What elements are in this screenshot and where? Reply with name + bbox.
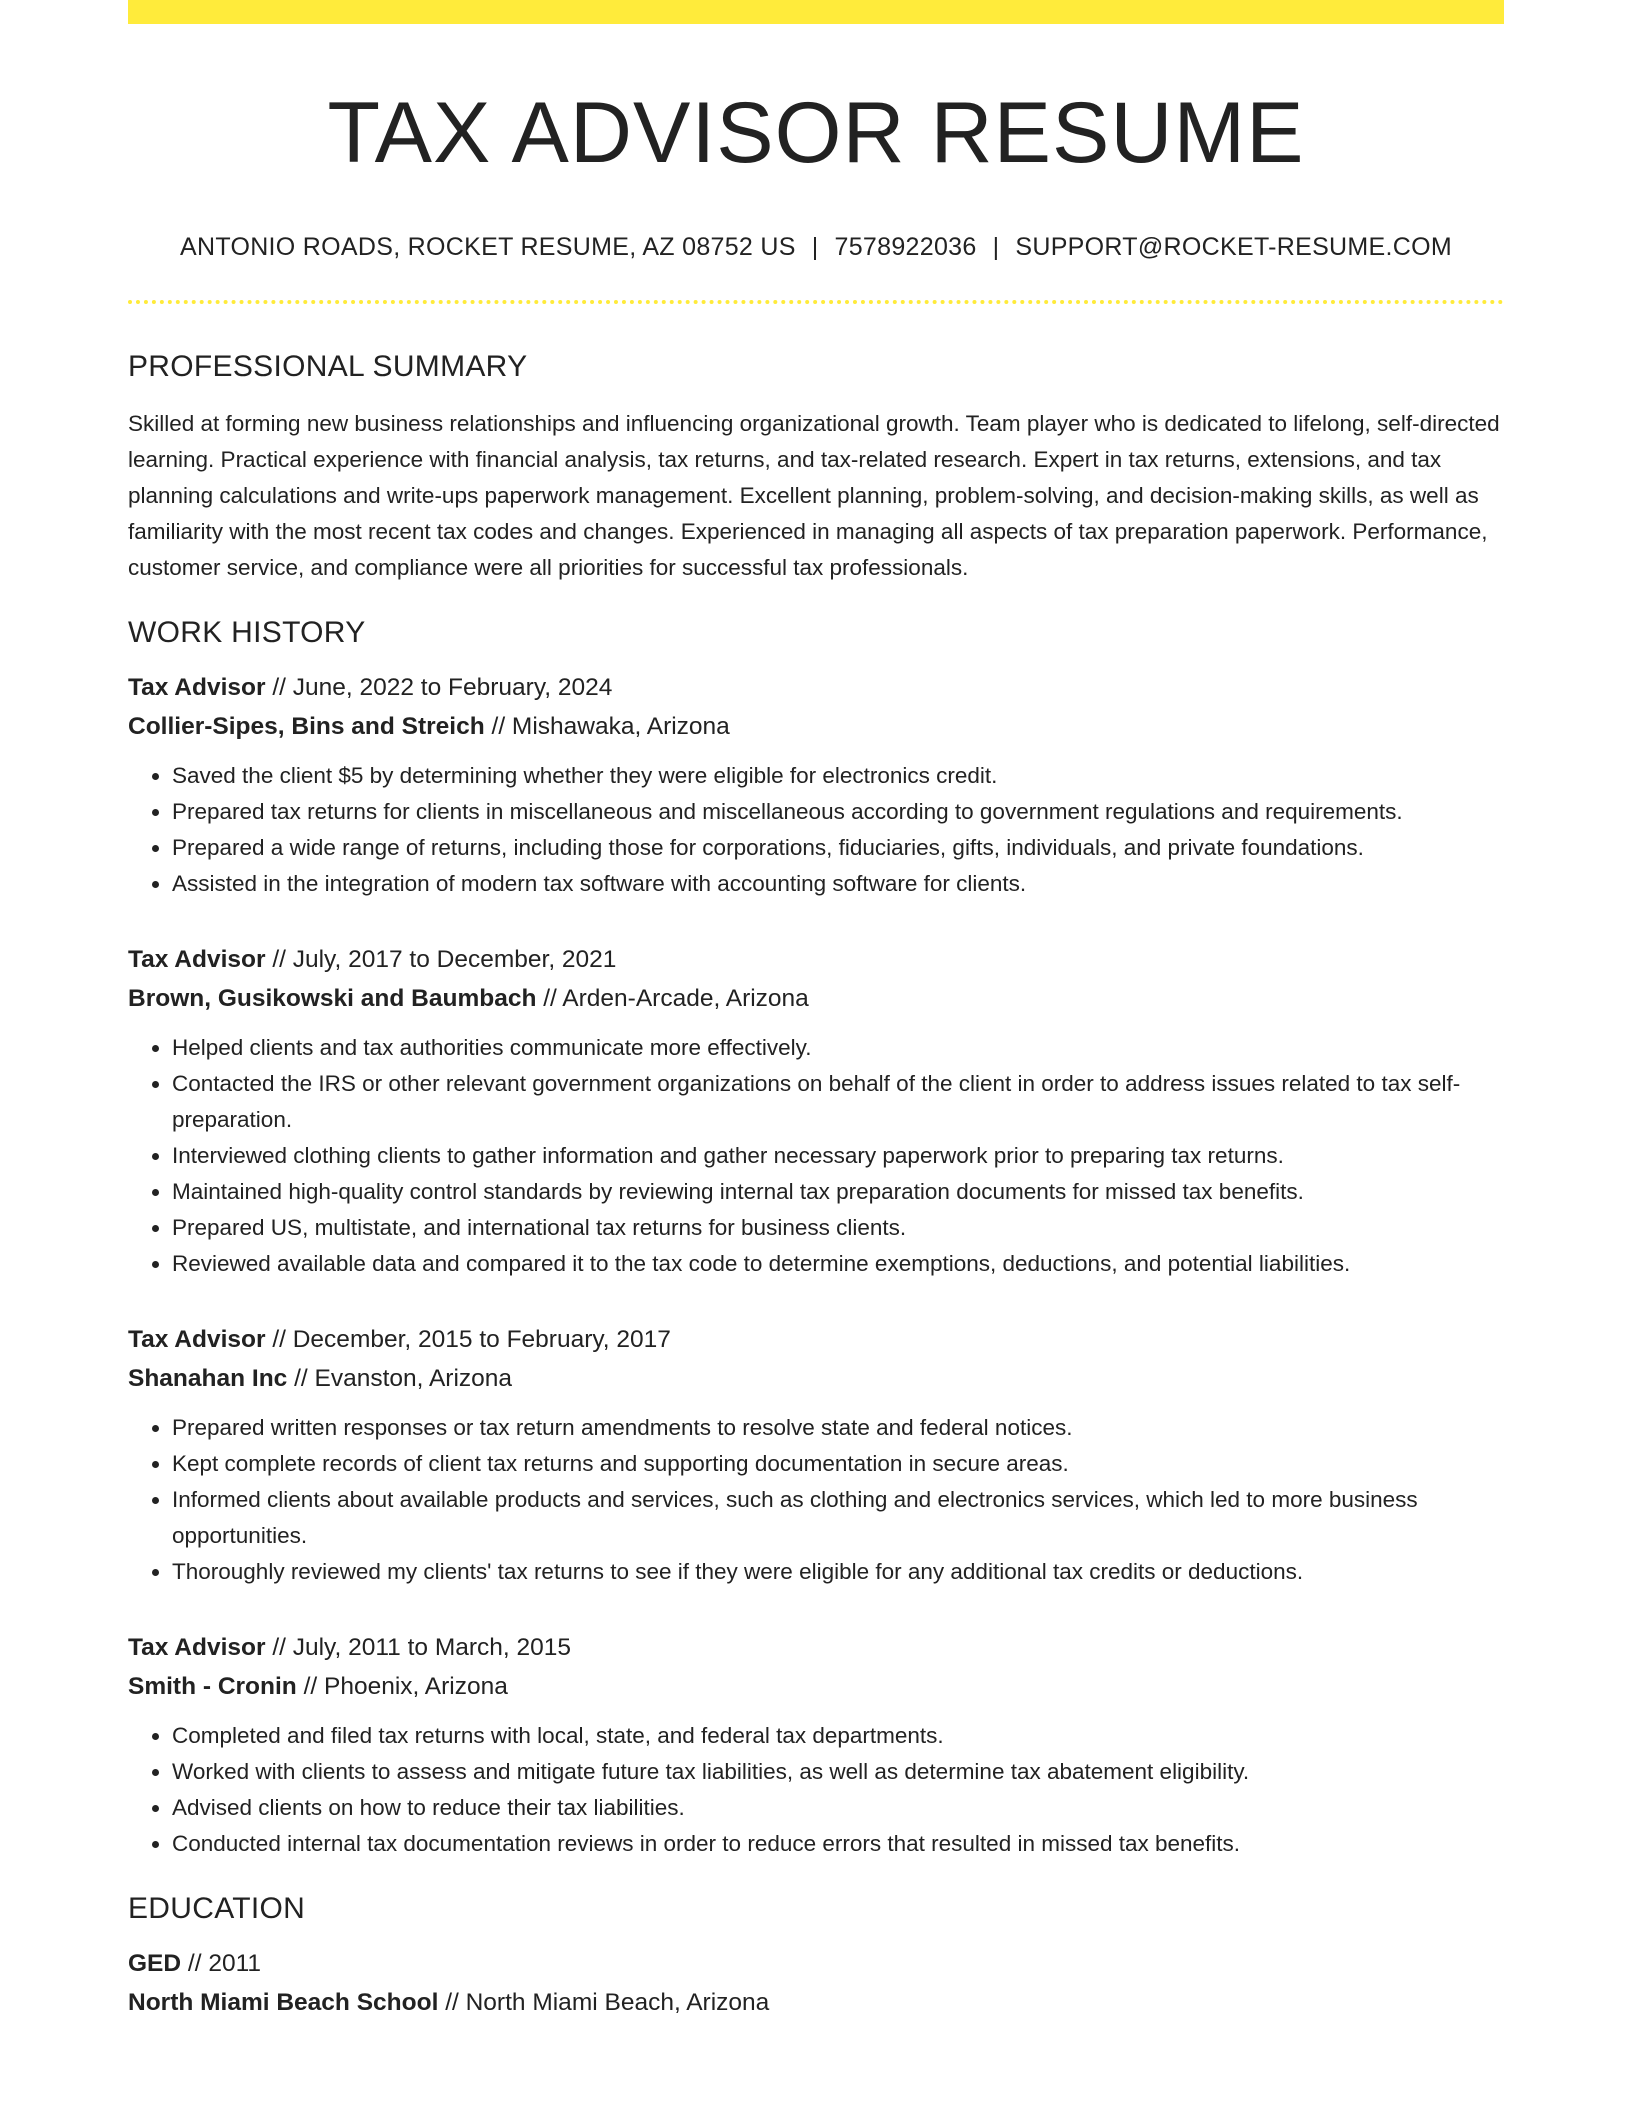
job-company-line — [128, 1667, 1504, 1706]
job-entry — [128, 1628, 1504, 1862]
job-location: // Phoenix, Arizona — [296, 1672, 508, 1700]
work-history-heading: WORK HISTORY — [128, 615, 366, 649]
job-title-line — [128, 1628, 1504, 1667]
job-dates: // December, 2015 to February, 2017 — [265, 1325, 671, 1353]
list-item: • Completed and filed tax returns with local, state, and federal tax departments. — [172, 1718, 1504, 1754]
job-bullets — [128, 758, 1504, 902]
list-item: • Advised clients on how to reduce their tax liabilities. — [172, 1790, 1504, 1826]
summary-heading: PROFESSIONAL SUMMARY — [128, 349, 528, 383]
list-item: • Interviewed clothing clients to gather information and gather necessary paperwork prior to preparing tax returns. — [172, 1138, 1504, 1174]
list-item: • Prepared written responses or tax return amendments to resolve state and federal notices. — [172, 1410, 1504, 1446]
job-company: Collier-Sipes, Bins and Streich — [128, 712, 485, 740]
contact-line — [128, 233, 1504, 262]
job-title: Tax Advisor — [128, 1633, 266, 1661]
education-year: // 2011 — [181, 1949, 262, 1977]
job-location: // Evanston, Arizona — [287, 1364, 513, 1392]
contact-email: SUPPORT@ROCKET-RESUME.COM — [1015, 232, 1452, 261]
contact-separator: | — [992, 232, 1000, 261]
job-company: Shanahan Inc — [128, 1364, 288, 1392]
job-dates: // July, 2011 to March, 2015 — [265, 1633, 572, 1661]
education-entry — [128, 1944, 1504, 2022]
job-title: Tax Advisor — [128, 945, 266, 973]
education-heading: EDUCATION — [128, 1891, 306, 1925]
education-degree: GED — [128, 1949, 182, 1977]
list-item: • Kept complete records of client tax returns and supporting documentation in secure areas. — [172, 1446, 1504, 1482]
job-dates: // June, 2022 to February, 2024 — [265, 673, 613, 701]
page-title: TAX ADVISOR RESUME — [327, 85, 1305, 181]
education-school-line — [128, 1983, 1504, 2022]
job-entry — [128, 940, 1504, 1282]
list-item: • Prepared a wide range of returns, including those for corporations, fiduciaries, gifts, individuals, and private foundations. — [172, 830, 1504, 866]
list-item: • Maintained high-quality control standards by reviewing internal tax preparation documents for missed tax benefits. — [172, 1174, 1504, 1210]
job-location: // Mishawaka, Arizona — [484, 712, 730, 740]
job-location: // Arden-Arcade, Arizona — [536, 984, 809, 1012]
list-item: • Informed clients about available products and services, such as clothing and electronics services, which led to more business opportunities. — [172, 1482, 1504, 1554]
job-title-line — [128, 940, 1504, 979]
list-item: • Prepared tax returns for clients in miscellaneous and miscellaneous according to government regulations and requirements. — [172, 794, 1504, 830]
list-item: • Contacted the IRS or other relevant government organizations on behalf of the client in order to address issues related to tax self-preparation. — [172, 1066, 1504, 1138]
job-company: Smith - Cronin — [128, 1672, 297, 1700]
job-bullets — [128, 1718, 1504, 1862]
education-degree-line — [128, 1944, 1504, 1983]
job-title: Tax Advisor — [128, 1325, 266, 1353]
job-entry — [128, 668, 1504, 902]
job-title-line — [128, 1320, 1504, 1359]
job-title: Tax Advisor — [128, 673, 266, 701]
job-company-line — [128, 707, 1504, 746]
job-company-line — [128, 979, 1504, 1018]
list-item: • Conducted internal tax documentation reviews in order to reduce errors that resulted in missed tax benefits. — [172, 1826, 1504, 1862]
contact-address: ANTONIO ROADS, ROCKET RESUME, AZ 08752 US — [180, 232, 796, 261]
list-item: • Saved the client $5 by determining whether they were eligible for electronics credit. — [172, 758, 1504, 794]
dotted-divider — [128, 300, 1504, 304]
summary-text: Skilled at forming new business relationships and influencing organizational growth. Team player who is dedicated to lifelong, self-directed learning. Practical experience with financial analysis, tax returns, and tax-related research. Expert in tax returns, extensions, and tax planning calculations and write-ups paperwork management. Excellent planning, problem-solving, and decision-making skills, as well as familiarity with the most recent tax codes and changes. Experienced in managing all aspects of tax preparation paperwork. Performance, customer service, and compliance were all priorities for successful tax professionals. — [128, 410, 1500, 580]
education-school: North Miami Beach School — [128, 1988, 439, 2016]
job-title-line — [128, 668, 1504, 707]
job-entry — [128, 1320, 1504, 1590]
job-dates: // July, 2017 to December, 2021 — [265, 945, 617, 973]
list-item: • Prepared US, multistate, and international tax returns for business clients. — [172, 1210, 1504, 1246]
top-accent-bar — [128, 0, 1504, 24]
education-location: // North Miami Beach, Arizona — [438, 1988, 770, 2016]
list-item: • Thoroughly reviewed my clients' tax returns to see if they were eligible for any additional tax credits or deductions. — [172, 1554, 1504, 1590]
contact-separator: | — [811, 232, 819, 261]
job-bullets — [128, 1410, 1504, 1590]
list-item: • Reviewed available data and compared it to the tax code to determine exemptions, deductions, and potential liabilities. — [172, 1246, 1504, 1282]
resume-page — [128, 0, 1504, 2022]
contact-phone: 7578922036 — [834, 232, 977, 261]
list-item: • Helped clients and tax authorities communicate more effectively. — [172, 1030, 1504, 1066]
list-item: • Worked with clients to assess and mitigate future tax liabilities, as well as determine tax abatement eligibility. — [172, 1754, 1504, 1790]
job-bullets — [128, 1030, 1504, 1282]
list-item: • Assisted in the integration of modern tax software with accounting software for clients. — [172, 866, 1504, 902]
job-company-line — [128, 1359, 1504, 1398]
job-company: Brown, Gusikowski and Baumbach — [128, 984, 537, 1012]
